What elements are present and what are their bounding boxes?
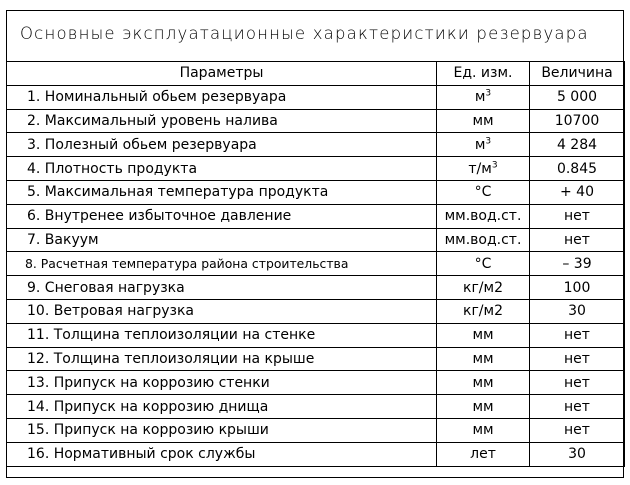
- unit-text: м: [474, 136, 486, 153]
- unit-text: мм: [472, 350, 494, 367]
- parameter-cell: 16. Нормативный срок службы: [7, 442, 437, 466]
- unit-cell: [437, 204, 530, 228]
- unit-text: мм.вод.ст.: [444, 231, 522, 248]
- unit-cell: [437, 442, 530, 466]
- unit-cell: [437, 323, 530, 347]
- value-cell: нет: [530, 323, 625, 347]
- table-row: [7, 418, 625, 442]
- unit-cell: [437, 347, 530, 371]
- unit-exponent: 3: [491, 159, 498, 170]
- table-row: [7, 252, 625, 276]
- unit-cell: [437, 276, 530, 300]
- table-row: [7, 133, 625, 157]
- value-cell: – 39: [530, 252, 625, 276]
- value-cell: 0.845: [530, 157, 625, 181]
- header-parameters: Параметры: [7, 62, 437, 86]
- table-row: [7, 180, 625, 204]
- table-row: [7, 347, 625, 371]
- characteristics-table: [6, 61, 625, 467]
- table-row: [7, 442, 625, 466]
- value-cell: нет: [530, 204, 625, 228]
- unit-cell: [437, 180, 530, 204]
- parameter-cell: 2. Максимальный уровень налива: [7, 109, 437, 133]
- parameter-cell: 5. Максимальная температура продукта: [7, 180, 437, 204]
- unit-text: лет: [470, 446, 496, 463]
- parameter-cell: 3. Полезный обьем резервуара: [7, 133, 437, 157]
- parameter-cell: 1. Номинальный обьем резервуара: [7, 85, 437, 109]
- parameter-cell: 9. Снеговая нагрузка: [7, 276, 437, 300]
- unit-text: м: [474, 89, 486, 106]
- parameter-cell: 15. Припуск на коррозию крыши: [7, 418, 437, 442]
- value-cell: нет: [530, 371, 625, 395]
- unit-text: мм: [472, 327, 494, 344]
- unit-text: мм: [472, 422, 494, 439]
- unit-cell: [437, 418, 530, 442]
- unit-cell: [437, 252, 530, 276]
- header-row: [7, 62, 625, 86]
- table-row: [7, 157, 625, 181]
- value-cell: нет: [530, 228, 625, 252]
- unit-text: мм: [472, 374, 494, 391]
- unit-cell: [437, 395, 530, 419]
- table-row: [7, 299, 625, 323]
- unit-cell: [437, 228, 530, 252]
- unit-exponent: 3: [485, 136, 492, 147]
- unit-text: кг/м2: [463, 279, 503, 296]
- table-row: [7, 204, 625, 228]
- parameter-cell: 12. Толщина теплоизоляции на крыше: [7, 347, 437, 371]
- value-cell: 5 000: [530, 85, 625, 109]
- unit-text: °С: [474, 255, 492, 272]
- value-cell: нет: [530, 347, 625, 371]
- unit-text: мм: [472, 398, 494, 415]
- unit-exponent: 3: [485, 88, 492, 99]
- parameter-cell: 11. Толщина теплоизоляции на стенке: [7, 323, 437, 347]
- unit-text: °С: [474, 184, 492, 201]
- table-row: [7, 371, 625, 395]
- parameter-cell: 6. Внутренее избыточное давление: [7, 204, 437, 228]
- unit-text: мм.вод.ст.: [444, 208, 522, 225]
- table-row: [7, 395, 625, 419]
- unit-cell: [437, 371, 530, 395]
- value-cell: нет: [530, 395, 625, 419]
- value-cell: + 40: [530, 180, 625, 204]
- unit-text: мм: [472, 112, 494, 129]
- unit-text: т/м: [468, 160, 492, 177]
- parameter-cell: 7. Вакуум: [7, 228, 437, 252]
- unit-cell: [437, 85, 530, 109]
- unit-cell: [437, 299, 530, 323]
- header-unit: Ед. изм.: [437, 62, 530, 86]
- parameter-cell: 10. Ветровая нагрузка: [7, 299, 437, 323]
- header-value: Величина: [530, 62, 625, 86]
- unit-cell: [437, 133, 530, 157]
- table-row: [7, 85, 625, 109]
- value-cell: 30: [530, 442, 625, 466]
- unit-cell: [437, 109, 530, 133]
- unit-text: кг/м2: [463, 303, 503, 320]
- table-row: [7, 228, 625, 252]
- parameter-cell: 13. Припуск на коррозию стенки: [7, 371, 437, 395]
- parameter-cell: 4. Плотность продукта: [7, 157, 437, 181]
- table-row: [7, 323, 625, 347]
- value-cell: 10700: [530, 109, 625, 133]
- parameter-cell: 8. Расчетная температура района строительства: [7, 252, 437, 276]
- value-cell: 4 284: [530, 133, 625, 157]
- table-row: [7, 276, 625, 300]
- value-cell: 100: [530, 276, 625, 300]
- parameter-cell: 14. Припуск на коррозию днища: [7, 395, 437, 419]
- table-title: Основные эксплуатационные характеристики резервуара: [20, 24, 589, 43]
- table-row: [7, 109, 625, 133]
- value-cell: нет: [530, 418, 625, 442]
- value-cell: 30: [530, 299, 625, 323]
- unit-cell: [437, 157, 530, 181]
